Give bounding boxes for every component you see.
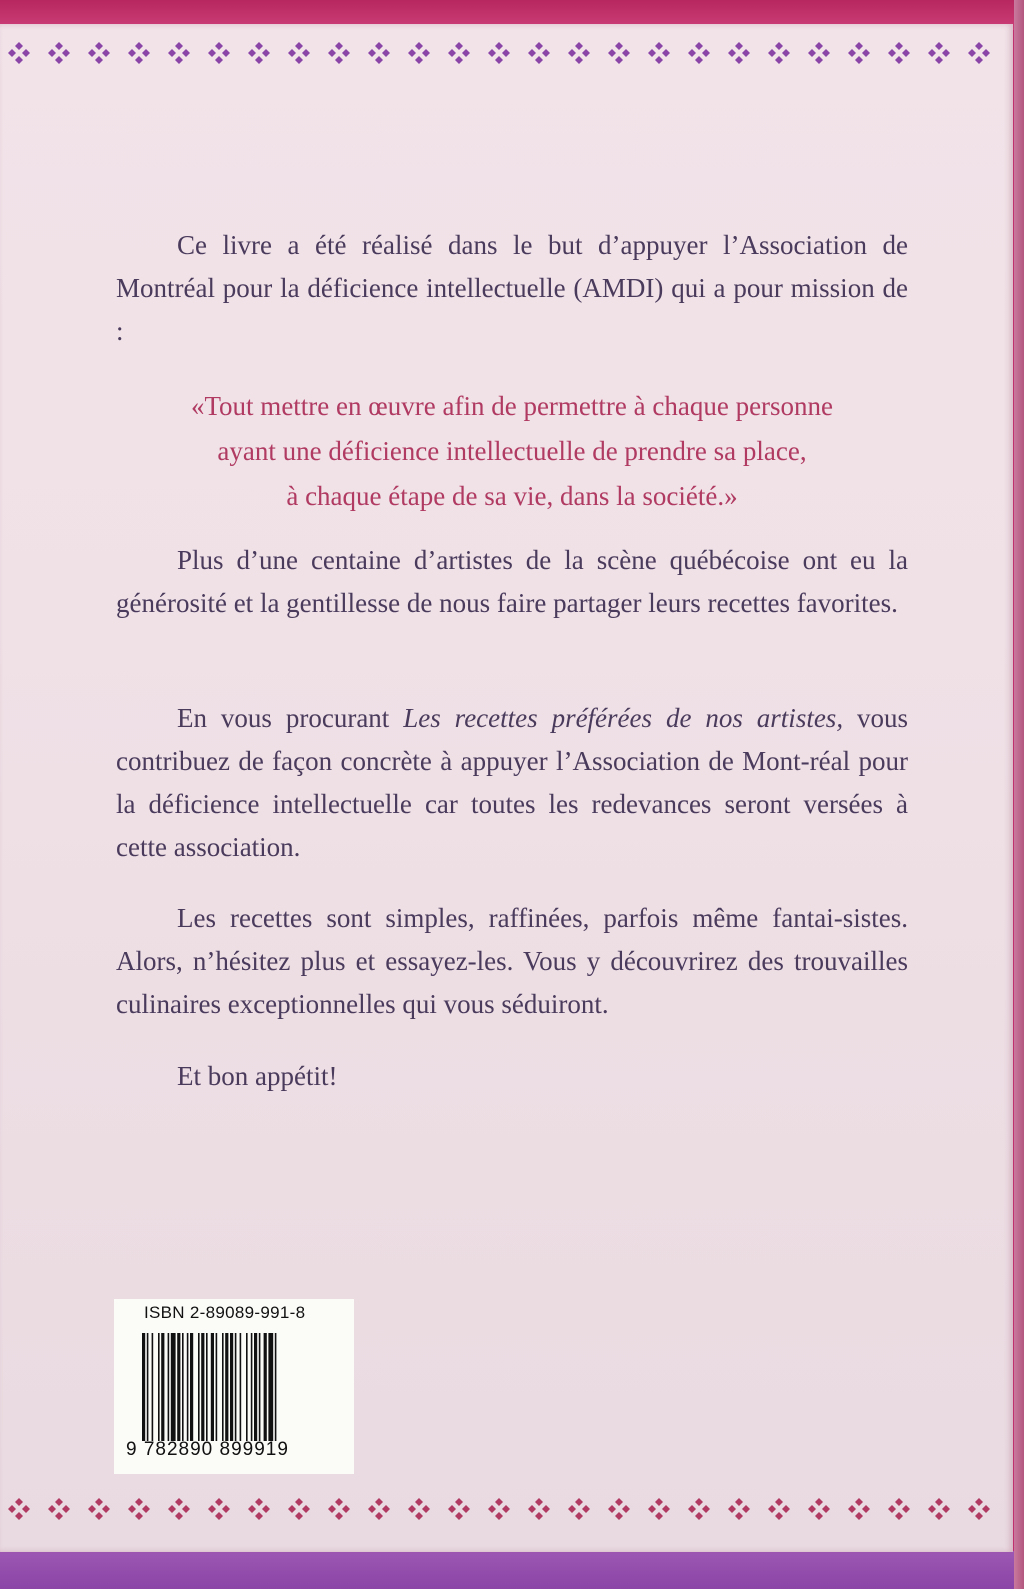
diamond-cluster-icon xyxy=(648,42,670,64)
diamond-cluster-icon xyxy=(128,42,150,64)
diamond-cluster-icon xyxy=(208,1498,230,1520)
top-ornament-border xyxy=(0,38,1013,70)
diamond-cluster-icon xyxy=(368,42,390,64)
artists-section xyxy=(116,539,908,625)
isbn-barcode-label xyxy=(114,1299,354,1474)
diamond-cluster-icon xyxy=(808,1498,830,1520)
diamond-cluster-icon xyxy=(448,42,470,64)
purchase-text-before: En vous procurant xyxy=(177,703,404,733)
diamond-cluster-icon xyxy=(368,1498,390,1520)
page-edge xyxy=(1014,0,1024,1589)
diamond-cluster-icon xyxy=(568,1498,590,1520)
barcode-bars xyxy=(142,1333,342,1443)
artists-paragraph: Plus d’une centaine d’artistes de la scène québécoise ont eu la générosité et la gentillesse de nous faire partager leurs recettes favorites. xyxy=(116,545,908,618)
recipes-paragraph: Les recettes sont simples, raffinées, parfois même fantai-sistes. Alors, n’hésitez plus et essayez-les. Vous y découvrirez des trouvailles culinaires exceptionnelles qui vous séduiront. xyxy=(116,903,908,1019)
diamond-cluster-icon xyxy=(328,42,350,64)
bottom-color-band xyxy=(0,1551,1024,1589)
mission-quote xyxy=(116,384,908,519)
diamond-cluster-icon xyxy=(8,1498,30,1520)
diamond-cluster-icon xyxy=(848,42,870,64)
diamond-cluster-icon xyxy=(408,42,430,64)
diamond-cluster-icon xyxy=(408,1498,430,1520)
quote-line-3: à chaque étape de sa vie, dans la société.» xyxy=(286,481,738,511)
diamond-cluster-icon xyxy=(168,1498,190,1520)
diamond-cluster-icon xyxy=(688,1498,710,1520)
diamond-cluster-icon xyxy=(288,1498,310,1520)
book-title: Les recettes préférées de nos artistes, xyxy=(403,703,844,733)
intro-paragraph: Ce livre a été réalisé dans le but d’appuyer l’Association de Montréal pour la déficience intellectuelle (AMDI) qui a pour mission de : xyxy=(116,230,908,346)
diamond-cluster-icon xyxy=(488,42,510,64)
diamond-cluster-icon xyxy=(48,1498,70,1520)
diamond-cluster-icon xyxy=(528,1498,550,1520)
diamond-cluster-icon xyxy=(888,1498,910,1520)
diamond-cluster-icon xyxy=(448,1498,470,1520)
purchase-section xyxy=(116,697,908,869)
barcode-digits: 9 782890 899919 xyxy=(126,1439,289,1460)
diamond-cluster-icon xyxy=(928,42,950,64)
diamond-cluster-icon xyxy=(488,1498,510,1520)
quote-line-1: «Tout mettre en œuvre afin de permettre à chaque personne xyxy=(190,391,834,421)
isbn-number: ISBN 2-89089-991-8 xyxy=(144,1303,306,1322)
diamond-cluster-icon xyxy=(768,1498,790,1520)
diamond-cluster-icon xyxy=(248,1498,270,1520)
diamond-cluster-icon xyxy=(888,42,910,64)
diamond-cluster-icon xyxy=(608,1498,630,1520)
diamond-cluster-icon xyxy=(608,42,630,64)
diamond-cluster-icon xyxy=(248,42,270,64)
closing-section xyxy=(116,1055,908,1098)
purchase-paragraph xyxy=(116,697,908,869)
diamond-cluster-icon xyxy=(288,42,310,64)
diamond-cluster-icon xyxy=(688,42,710,64)
diamond-cluster-icon xyxy=(968,42,990,64)
quote-line-2: ayant une déficience intellectuelle de prendre sa place, xyxy=(217,436,807,466)
purchase-text-after: vous contribuez de façon concrète à appuyer l’Association de Mont-réal pour la déficience intellectuelle car toutes les redevances seront versées à cette association. xyxy=(116,703,909,862)
diamond-cluster-icon xyxy=(528,42,550,64)
diamond-cluster-icon xyxy=(968,1498,990,1520)
diamond-cluster-icon xyxy=(88,1498,110,1520)
diamond-cluster-icon xyxy=(8,42,30,64)
diamond-cluster-icon xyxy=(328,1498,350,1520)
diamond-cluster-icon xyxy=(208,42,230,64)
diamond-cluster-icon xyxy=(128,1498,150,1520)
diamond-cluster-icon xyxy=(568,42,590,64)
recipes-section xyxy=(116,897,908,1026)
diamond-cluster-icon xyxy=(848,1498,870,1520)
diamond-cluster-icon xyxy=(808,42,830,64)
diamond-cluster-icon xyxy=(48,42,70,64)
closing-line: Et bon appétit! xyxy=(177,1061,338,1091)
diamond-cluster-icon xyxy=(768,42,790,64)
diamond-cluster-icon xyxy=(648,1498,670,1520)
bottom-ornament-border xyxy=(0,1494,1013,1526)
diamond-cluster-icon xyxy=(728,42,750,64)
diamond-cluster-icon xyxy=(88,42,110,64)
back-cover xyxy=(0,24,1013,1552)
diamond-cluster-icon xyxy=(168,42,190,64)
intro-section xyxy=(116,224,908,353)
diamond-cluster-icon xyxy=(928,1498,950,1520)
diamond-cluster-icon xyxy=(728,1498,750,1520)
